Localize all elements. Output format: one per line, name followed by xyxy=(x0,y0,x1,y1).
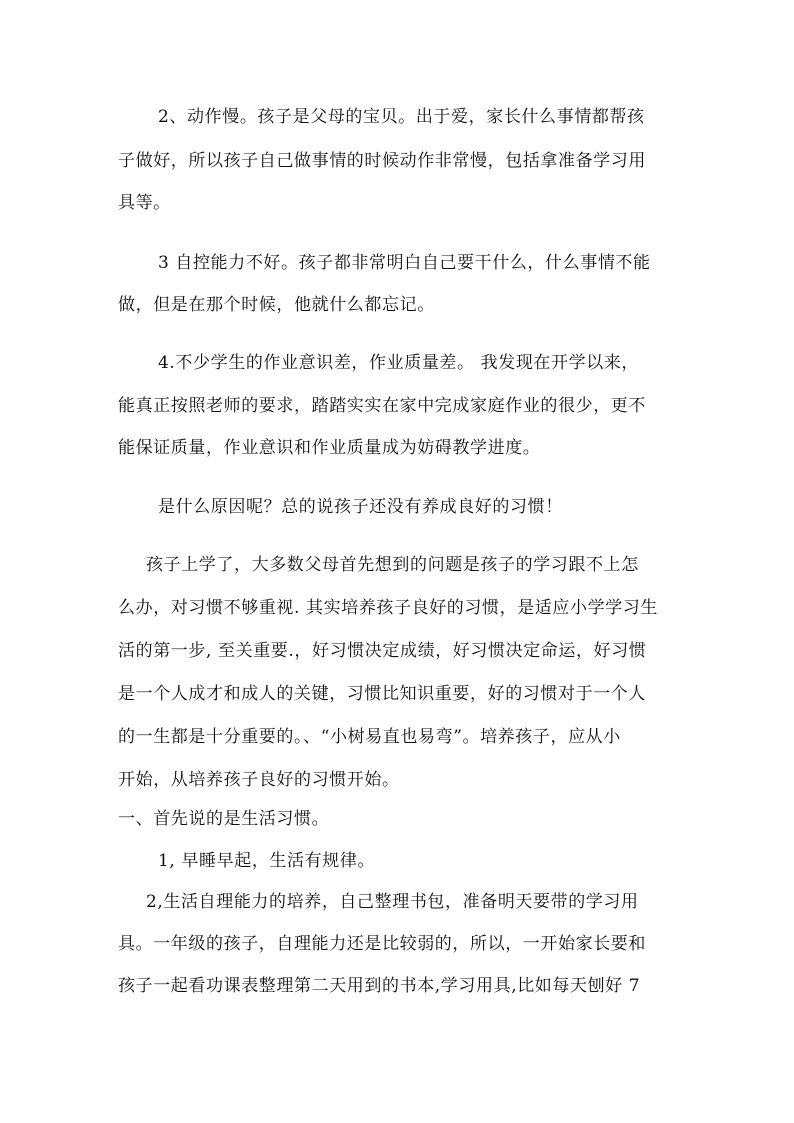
paragraph-5-line-1: 孩子上学了，大多数父母首先想到的问题是孩子的学习跟不上怎 xyxy=(146,555,639,575)
paragraph-2-line-2: 做，但是在那个时候，他就什么都忘记。 xyxy=(118,295,435,315)
list-item-2-line-1: 2,生活自理能力的培养，自己整理书包，准备明天要带的学习用 xyxy=(146,892,639,912)
paragraph-1-line-2: 子做好，所以孩子自己做事情的时候动作非常慢，包括拿准备学习用 xyxy=(118,151,646,171)
section-heading-living-habits: 一、首先说的是生活习惯。 xyxy=(118,809,330,829)
paragraph-1-line-1: 2、动作慢。孩子是父母的宝贝。出于爱，家长什么事情都帮孩 xyxy=(158,107,645,127)
list-item-2-line-3: 孩子一起看功课表整理第二天用到的书本,学习用具,比如每天刨好 7 xyxy=(118,976,641,996)
paragraph-3-line-3: 能保证质量，作业意识和作业质量成为妨碍教学进度。 xyxy=(118,438,541,458)
paragraph-1-line-3: 具等。 xyxy=(118,193,171,213)
paragraph-5-line-4: 是一个人成才和成人的关键，习惯比知识重要，好的习惯对于一个人 xyxy=(118,684,646,704)
paragraph-5-line-2: 么办，对习惯不够重视. 其实培养孩子良好的习惯，是适应小学学习生 xyxy=(118,598,659,618)
list-item-2-line-2: 具。一年级的孩子，自理能力还是比较弱的，所以，一开始家长要和 xyxy=(118,934,646,954)
paragraph-5-line-6: 开始，从培养孩子良好的习惯开始。 xyxy=(118,770,400,790)
paragraph-4-line-1: 是什么原因呢？总的说孩子还没有养成良好的习惯！ xyxy=(158,497,563,517)
paragraph-2-line-1: 3 自控能力不好。孩子都非常明白自己要干什么，什么事情不能 xyxy=(158,253,651,273)
paragraph-5-line-5: 的一生都是十分重要的。、“小树易直也易弯”。培养孩子，应从小 xyxy=(118,727,621,747)
list-item-1: 1, 早睡早起，生活有规律。 xyxy=(158,851,376,871)
paragraph-5-line-3: 活的第一步, 至关重要.，好习惯决定成绩，好习惯决定命运，好习惯 xyxy=(118,641,647,661)
paragraph-3-line-1: 4.不少学生的作业意识差，作业质量差。 我发现在开学以来， xyxy=(158,353,640,373)
paragraph-3-line-2: 能真正按照老师的要求，踏踏实实在家中完成家庭作业的很少，更不 xyxy=(118,396,646,416)
